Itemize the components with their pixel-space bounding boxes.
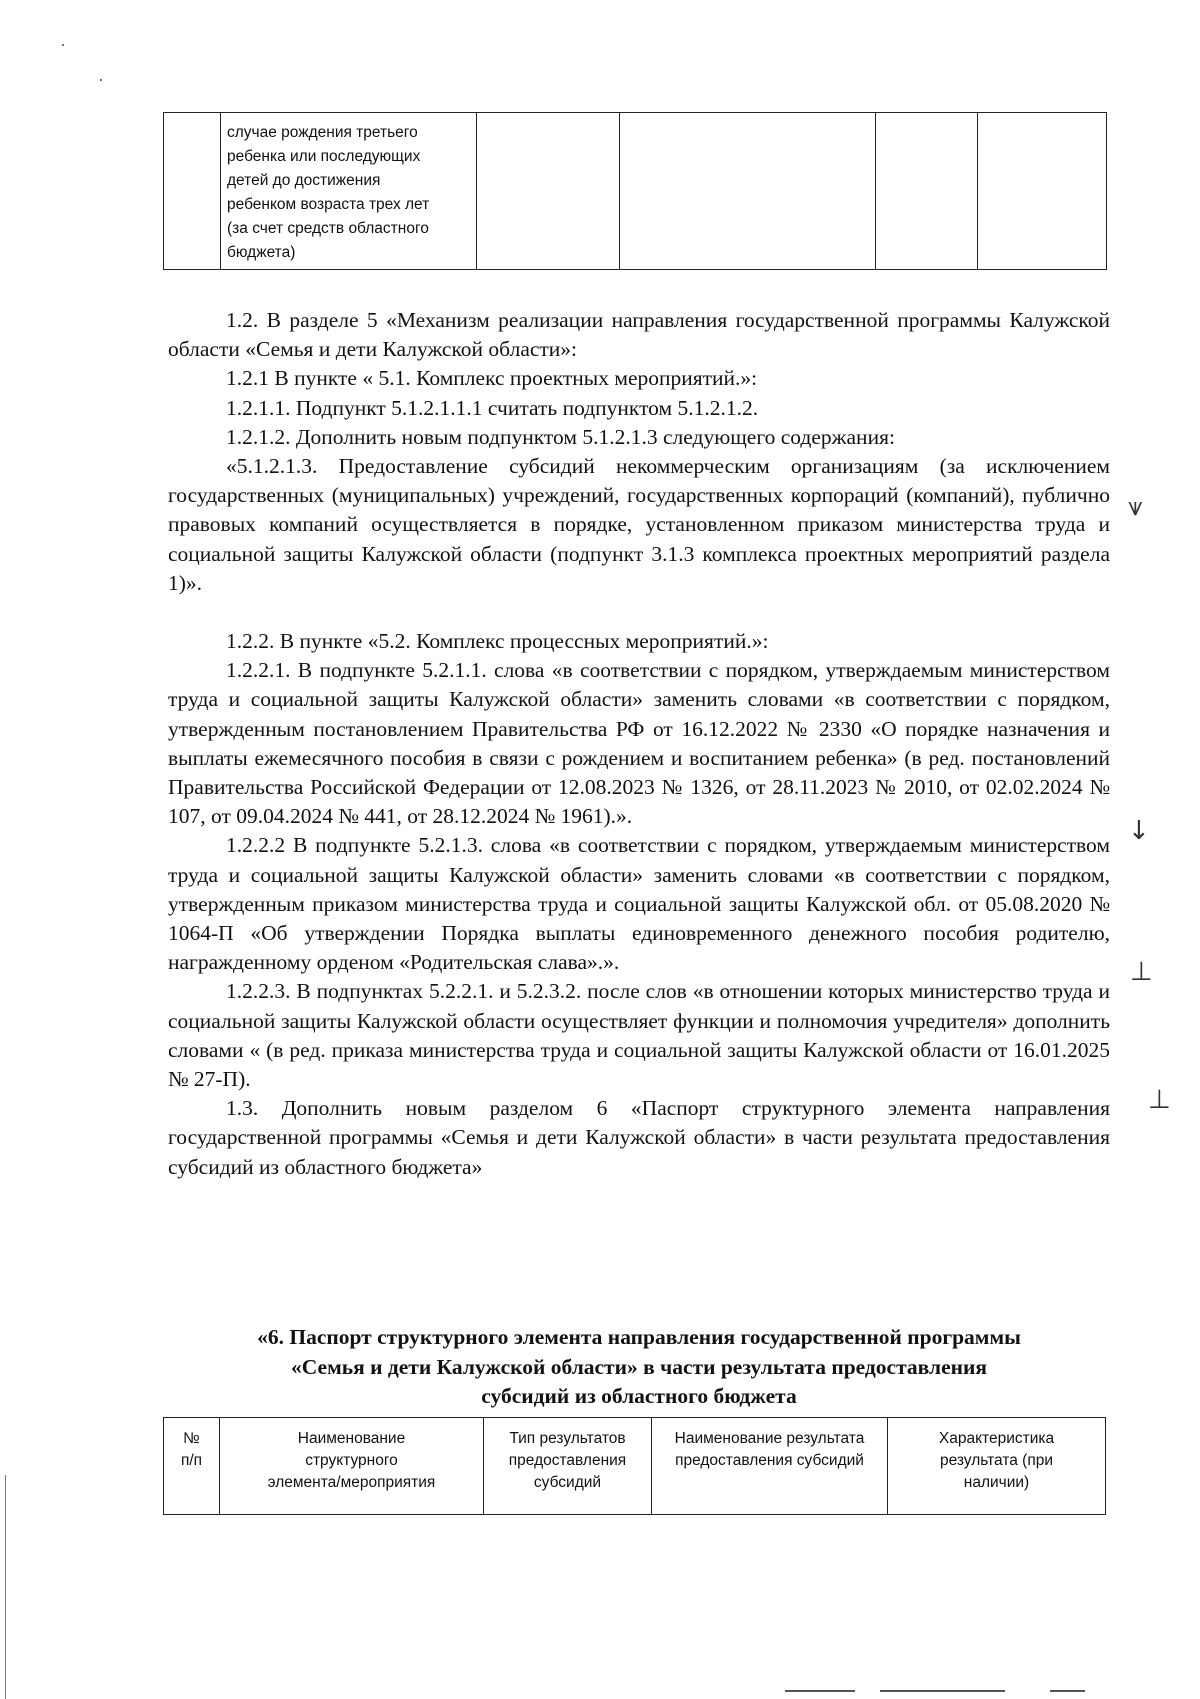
paragraph-1-2-2-1: 1.2.2.1. В подпункте 5.2.1.1. слова «в соответствии с порядком, утверждаемым министерством труда и социальной защиты Калужской области» заменить словами «в соответствии с порядком, утвержденным постановлением Правительства РФ от 16.12.2022 № 2330 «О порядке назначения и выплаты ежемесячного пособия в связи с рождением и воспитанием ребенка» (в ред. постановлений Правительства Российской Федерации от 12.08.2023 № 1326, от 28.11.2023 № 2010, от 02.02.2024 № 107, от 09.04.2024 № 441, от 28.12.2024 № 1961).». [168,658,1110,829]
scan-artifact-line [1050,1690,1085,1692]
table-header-row [164,1418,1106,1515]
passport-table [163,1417,1106,1515]
paragraph-1-2-2-3: 1.2.2.3. В подпунктах 5.2.2.1. и 5.2.3.2. после слов «в отношении которых министерство труда и социальной защиты Калужской области осуществляет функции и полномочия учредителя» дополнить словами « (в ред. приказа министерства труда и социальной защиты Калужской области от 16.01.2025 № 27-П). [168,979,1110,1092]
table-cell [620,113,876,270]
table-cell [978,113,1107,270]
column-header-element-name: Наименование структурного элемента/мероприятия [220,1418,484,1515]
paragraph-1-2: 1.2. В разделе 5 «Механизм реализации направления государственной программы Калужской области «Семья и дети Калужской области»: [168,308,1110,362]
paragraph-1-2-1-2: 1.2.1.2. Дополнить новым подпунктом 5.1.2.1.3 следующего содержания: [226,424,895,449]
table-cell [876,113,978,270]
margin-mark: ↓ [1128,816,1150,846]
scan-artifact-line [785,1690,855,1692]
table-cell [221,113,477,270]
paragraph-1-2-1: 1.2.1 В пункте « 5.1. Комплекс проектных мероприятий.»: [226,366,758,391]
scan-speck [62,44,64,46]
table-cell [164,113,221,270]
document-body [168,306,1110,1182]
paragraph-1-3: 1.3. Дополнить новым разделом 6 «Паспорт структурного элемента направления государственной программы «Семья и дети Калужской области» в части результата предоставления субсидий из областного бюджета» [168,1096,1110,1179]
column-header-number: № п/п [164,1418,220,1515]
table-row [164,113,1107,270]
margin-mark: ⊥ [1130,957,1153,987]
paragraph-1-2-1-1: 1.2.1.1. Подпункт 5.1.2.1.1.1 считать подпунктом 5.1.2.1.2. [226,395,759,420]
scan-speck [100,79,102,81]
table-cell [477,113,620,270]
paragraph-1-2-2-2: 1.2.2.2 В подпункте 5.2.1.3. слова «в соответствии с порядком, утверждаемым министерством труда и социальной защиты Калужской области» заменить словами «в соответствии с порядком, утвержденным приказом министерства труда и социальной защиты Калужской обл. от 05.08.2020 № 1064-П «Об утверждении Порядка выплаты единовременного денежного пособия родителю, награжденному орденом «Родительская слава».». [168,833,1110,975]
column-header-result-characteristic: Характеристика результата (при наличии) [888,1418,1106,1515]
paragraph-1-2-2: 1.2.2. В пункте «5.2. Комплекс процессных мероприятий.»: [226,629,769,654]
section-heading: «6. Паспорт структурного элемента направления государственной программы «Семья и дети Калужской области» в части результата предоставления субсидий из областного бюджета [257,1325,1021,1408]
margin-mark: ⩛ [1128,492,1143,522]
scan-artifact-line [880,1690,1005,1692]
column-header-result-name: Наименование результата предоставления субсидий [652,1418,888,1515]
continuation-table [163,112,1107,270]
margin-mark: ⊥ [1148,1085,1171,1115]
scan-edge-line [5,1475,6,1699]
paragraph-5-1-2-1-3: «5.1.2.1.3. Предоставление субсидий некоммерческим организациям (за исключением государственных (муниципальных) учреждений, государственных корпораций (компаний), публично правовых компаний осуществляется в порядке, установленном приказом министерства труда и социальной защиты Калужской области (подпункт 3.1.3 комплекса проектных мероприятий раздела 1)». [168,454,1110,595]
column-header-result-type: Тип результатов предоставления субсидий [484,1418,652,1515]
table-cell-text: случае рождения третьего ребенка или последующих детей до достижения ребенком возраста трех лет (за счет средств областного бюджета) [227,124,430,261]
